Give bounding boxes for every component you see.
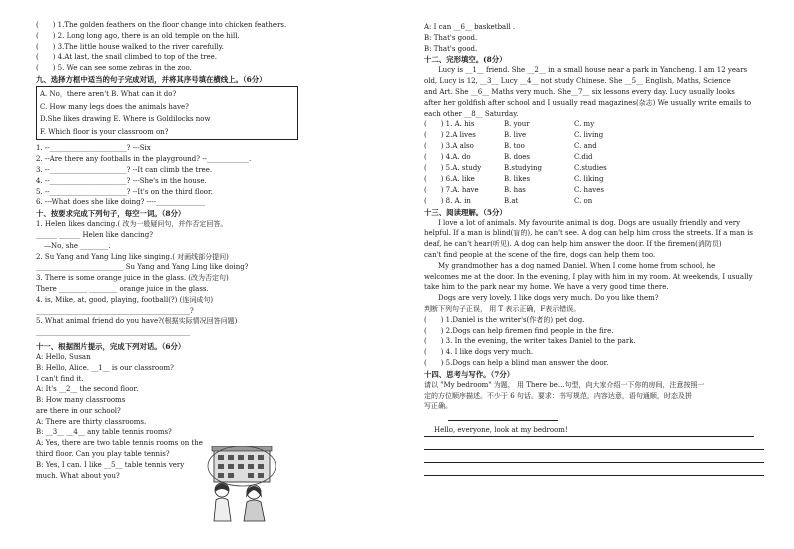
dialogue-line: B: How many classrooms	[36, 396, 126, 405]
opening-sentence: Hello, everyone, look at my bedroom!	[434, 426, 568, 435]
right-column	[424, 22, 764, 476]
section-12-heading: 十二、完形填空。(8分）	[424, 55, 507, 65]
dialogue-line: B: That's good.	[424, 44, 478, 53]
option-line: D.She likes drawing E. Where is Goldilocks now	[40, 115, 211, 124]
option-line: F. Which floor is your classroom on?	[40, 127, 169, 136]
tf-item: ( ) 1.The golden feathers on the floor change into chicken feathers.	[36, 21, 287, 29]
rewrite-answer[interactable]: _________________________ Su Yang and Yang Ling like doing?	[36, 263, 249, 272]
rewrite-answer[interactable]: There ________ ________ orange juice in the glass.	[36, 284, 209, 293]
option-row[interactable]: ( ) 5.A. study B.studying C.studies	[424, 164, 607, 172]
options-box	[36, 86, 298, 140]
writing-prompt: 写正确。	[424, 402, 452, 411]
option-line: C. How many legs does the animals have?	[40, 102, 189, 111]
cloze-line: Lucy is __1__ friend. She __2__ in a small house near a park in Yancheng. I am 12 years	[438, 66, 748, 75]
option-row[interactable]: ( ) 2.A lives B. live C. living	[424, 131, 604, 140]
tf-item[interactable]: ( ) 2.Dogs can help firemen find people in the fire.	[424, 326, 614, 335]
dialogue-line: B: __3__ __4__ any table tennis rooms?	[36, 428, 172, 437]
dialogue-line: much. What about you?	[36, 471, 120, 480]
dialogue-line: are there in our school?	[36, 406, 121, 415]
dialogue-line: A: There are thirty classrooms.	[36, 417, 147, 426]
dialogue-line: third floor. Can you play table tennis?	[36, 450, 170, 459]
tf-item: ( ) 2. Long long ago, there is an old temple on the hill.	[36, 31, 240, 40]
rewrite-item: 5. What animal friend do you have?(根据实际情况回答问题)	[36, 317, 238, 326]
tf-item[interactable]: ( ) 4. I like dogs very much.	[424, 348, 534, 357]
section-13-heading: 十三、阅读理解。（5分）	[424, 207, 507, 217]
writing-line[interactable]	[424, 450, 764, 463]
section-11-heading: 十一、根据图片提示，完成下列对话。（6分）	[36, 341, 186, 351]
section-14-heading: 十四、思考与写作。（7分）	[424, 369, 515, 379]
dialogue-line: B: That's good.	[424, 33, 478, 42]
writing-line[interactable]	[424, 463, 764, 476]
option-row[interactable]: ( ) 3.A also B. too C. and	[424, 142, 597, 151]
left-column	[36, 20, 298, 481]
cloze-line: and Art. She __6__ Maths very much. She__7__ six lessons every day. Lucy usually looks	[424, 87, 735, 96]
tf-item[interactable]: ( ) 5.Dogs can help a blind man answer the door.	[424, 358, 609, 367]
dialogue-item[interactable]: 1. --______________________? ---Six	[36, 144, 151, 153]
tf-item[interactable]: ( ) 1.Daniel is the writer's(作者的) pet dog.	[424, 315, 585, 324]
dialogue-item[interactable]: 4. --______________________? ---She's in the house.	[36, 176, 207, 185]
dialogue-line: I can't find it.	[36, 374, 84, 383]
option-row[interactable]: ( ) 7.A. have B. has C. haves	[424, 185, 604, 194]
dialogue-line: B: Yes, I can. I like __5__ table tennis very	[36, 460, 185, 469]
rewrite-answer[interactable]: —No, she ________.	[44, 241, 111, 250]
cloze-options	[424, 119, 764, 206]
option-row[interactable]: ( ) 4.A. do B. does C.did	[424, 153, 593, 162]
cloze-line: after her goldfish after school and I usually read magazines(杂志) We usually write emails to	[424, 98, 752, 107]
reading-line: My grandmother has a dog named Daniel. When I come home from school, he	[438, 261, 716, 270]
rewrite-answer[interactable]: ____________________________________________	[36, 328, 190, 337]
dialogue-line: A: I can __6__ basketball .	[424, 23, 516, 31]
cloze-line: old, Lucy is 12, __3__ Lucy __4__ not study Chinese. She __5__ English, Maths, Science	[424, 77, 731, 86]
writing-prompt: 定的方位顺序描述。不少于 6 句话。要求：书写规范，内容达意，语句通顺，时态及拼	[424, 391, 692, 400]
dialogue-item[interactable]: 6. ---What does she like doing? ----______________	[36, 198, 206, 207]
reading-line: can't find people at the scene of the fire, dogs can help them too.	[424, 251, 656, 260]
section-10-heading: 十、按要求完成下列句子，每空一词。（8分）	[36, 209, 186, 219]
option-row[interactable]: ( ) 8. A. in B.at C. on	[424, 196, 593, 205]
option-line: A. No，there aren't B. What can it do?	[40, 89, 177, 98]
option-row[interactable]: ( ) 6.A. like B. likes C. liking	[424, 174, 604, 183]
reading-line: take him to the park near my home. We have a very good time there.	[424, 283, 669, 292]
section-9-heading: 九、选择方框中适当的句子完成对话，并将其序号填在横线上。（6分）	[36, 74, 267, 84]
writing-prompt: 请以 "My bedroom" 为题， 用 There be...句型，向大家介绍一下你的房间，注意按照一	[424, 380, 705, 389]
reading-line: Dogs are very lovely. I like dogs very much. Do you like them?	[438, 294, 659, 303]
writing-line[interactable]	[424, 437, 764, 450]
tf-item: ( ) 5. We can see some zebras in the zoo.	[36, 64, 192, 73]
rewrite-answer[interactable]: ____________________________________________?	[36, 306, 194, 315]
dialogue-item[interactable]: 3. --______________________? --It can climb the tree.	[36, 165, 213, 174]
reading-line: welcomes me at the door. In the evening, I play with him in my room. At weekends, I usually	[424, 272, 753, 281]
dialogue-item[interactable]: 5. --______________________? --It's on the third floor.	[36, 187, 213, 196]
rewrite-item: 4. is, Mike, at, good, playing, football(?) (连词成句)	[36, 295, 214, 304]
writing-opening	[424, 425, 754, 437]
tf-item: ( ) 4.At last, the snail climbed to top of the tree.	[36, 53, 218, 62]
rewrite-item: 1. Helen likes dancing.( 改为一般疑问句，并作否定回答。	[36, 220, 228, 229]
reading-instruction: 判断下列句子正误， 用 T 表示正确，F表示错误。	[424, 305, 581, 313]
reading-line: I love a lot of animals. My favourite animal is dog. Dogs are usually friendly and very	[438, 218, 741, 227]
rewrite-answer[interactable]: ______ ______ Helen like dancing?	[36, 230, 153, 239]
dialogue-line: B: Hello, Alice. __1__ is our classroom?	[36, 363, 174, 372]
dialogue-line: A: Hello, Susan	[36, 352, 91, 361]
reading-line: deaf, he can't hear(听见). A dog can help him answer the door. If the firemen(消防员)	[424, 240, 722, 249]
tf-item: ( ) 3.The little house walked to the river carefully.	[36, 42, 224, 51]
cloze-line: each other __8__ Saturday.	[424, 109, 519, 118]
dialogue-line: A: Yes, there are two table tennis rooms on the	[36, 439, 203, 448]
reading-line: helpful. If a man is blind(盲的), he can't see. A dog can help him cross the streets. If a man is	[424, 229, 753, 238]
tf-item[interactable]: ( ) 3. In the evening, the writer takes Daniel to the park.	[424, 337, 636, 346]
rewrite-item: 2. Su Yang and Yang Ling like singing.( 对画线部分提问)	[36, 252, 229, 261]
dialogue-item[interactable]: 2. --Are there any footballs in the playground? --____________.	[36, 155, 252, 164]
title-line[interactable]	[448, 418, 558, 421]
rewrite-item: 3. There is some orange juice in the glass. (改为否定句)	[36, 274, 229, 283]
dialogue-line: A: It's __2__ the second floor.	[36, 385, 139, 394]
school-illustration	[204, 446, 276, 522]
option-row[interactable]: ( ) 1. A. his B. your C. my	[424, 120, 595, 129]
